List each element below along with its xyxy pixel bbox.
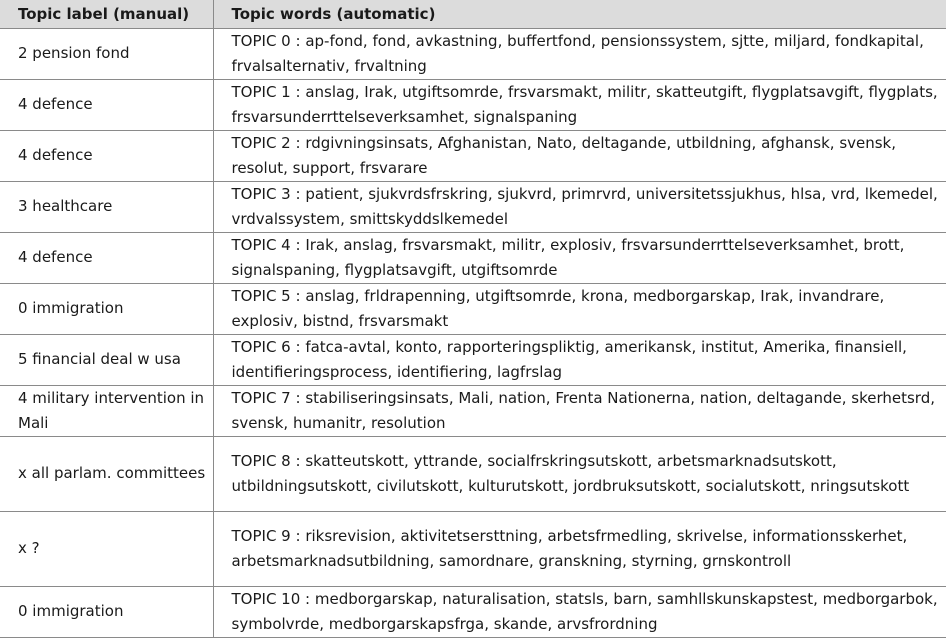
topic-words: TOPIC 10 : medborgarskap, naturalisation, statsls, barn, samhllskunskapstest, medborgarbok, symbolvrde, medborgarskapsfrga, skande, arvsfrordning (213, 586, 946, 637)
table-row (0, 385, 946, 436)
topic-label: 4 defence (0, 79, 213, 130)
table-row (0, 79, 946, 130)
topic-words: TOPIC 6 : fatca-avtal, konto, rapporteringspliktig, amerikansk, institut, Amerika, finansiell, identifieringsprocess, identifiering, lagfrslag (213, 334, 946, 385)
topic-words: TOPIC 3 : patient, sjukvrdsfrskring, sjukvrd, primrvrd, universitetssjukhus, hlsa, vrd, lkemedel, vrdvalssystem, smittskyddslkemedel (213, 181, 946, 232)
table-row (0, 28, 946, 79)
topic-label: x all parlam. committees (0, 436, 213, 511)
topic-words: TOPIC 4 : Irak, anslag, frsvarsmakt, militr, explosiv, frsvarsunderrttelseverksamhet, brott, signalspaning, flygplatsavgift, utgiftsomrde (213, 232, 946, 283)
topic-words: TOPIC 5 : anslag, frldrapenning, utgiftsomrde, krona, medborgarskap, Irak, invandrare, explosiv, bistnd, frsvarsmakt (213, 283, 946, 334)
header-topic-words: Topic words (automatic) (213, 0, 946, 28)
topic-label: 0 immigration (0, 586, 213, 637)
table-row (0, 436, 946, 511)
topic-label: 4 defence (0, 232, 213, 283)
topic-label: x ? (0, 511, 213, 586)
topic-label: 5 financial deal w usa (0, 334, 213, 385)
topic-label: 0 immigration (0, 283, 213, 334)
topic-label: 4 defence (0, 130, 213, 181)
header-topic-label: Topic label (manual) (0, 0, 213, 28)
table-row (0, 283, 946, 334)
topic-words: TOPIC 7 : stabiliseringsinsats, Mali, nation, Frenta Nationerna, nation, deltagande, skerhetsrd, svensk, humanitr, resolution (213, 385, 946, 436)
topic-words: TOPIC 2 : rdgivningsinsats, Afghanistan, Nato, deltagande, utbildning, afghansk, svensk, resolut, support, frsvarare (213, 130, 946, 181)
topic-label: 3 healthcare (0, 181, 213, 232)
table-row (0, 232, 946, 283)
table-row (0, 334, 946, 385)
topic-label: 4 military intervention in Mali (0, 385, 213, 436)
table-row (0, 586, 946, 637)
topic-words: TOPIC 0 : ap-fond, fond, avkastning, buffertfond, pensionssystem, sjtte, miljard, fondkapital, frvalsalternativ, frvaltning (213, 28, 946, 79)
topic-words: TOPIC 1 : anslag, Irak, utgiftsomrde, frsvarsmakt, militr, skatteutgift, flygplatsavgift, flygplats, frsvarsunderrttelseverksamhet, signalspaning (213, 79, 946, 130)
topic-words: TOPIC 8 : skatteutskott, yttrande, socialfrskringsutskott, arbetsmarknadsutskott, utbildningsutskott, civilutskott, kulturutskott, jordbruksutskott, socialutskott, nringsutskott (213, 436, 946, 511)
table-row (0, 130, 946, 181)
table-row (0, 511, 946, 586)
table-row (0, 181, 946, 232)
topic-words: TOPIC 9 : riksrevision, aktivitetsersttning, arbetsfrmedling, skrivelse, informationsskerhet, arbetsmarknadsutbildning, samordnare, granskning, styrning, grnskontroll (213, 511, 946, 586)
table-header-row (0, 0, 946, 28)
topic-label: 2 pension fond (0, 28, 213, 79)
